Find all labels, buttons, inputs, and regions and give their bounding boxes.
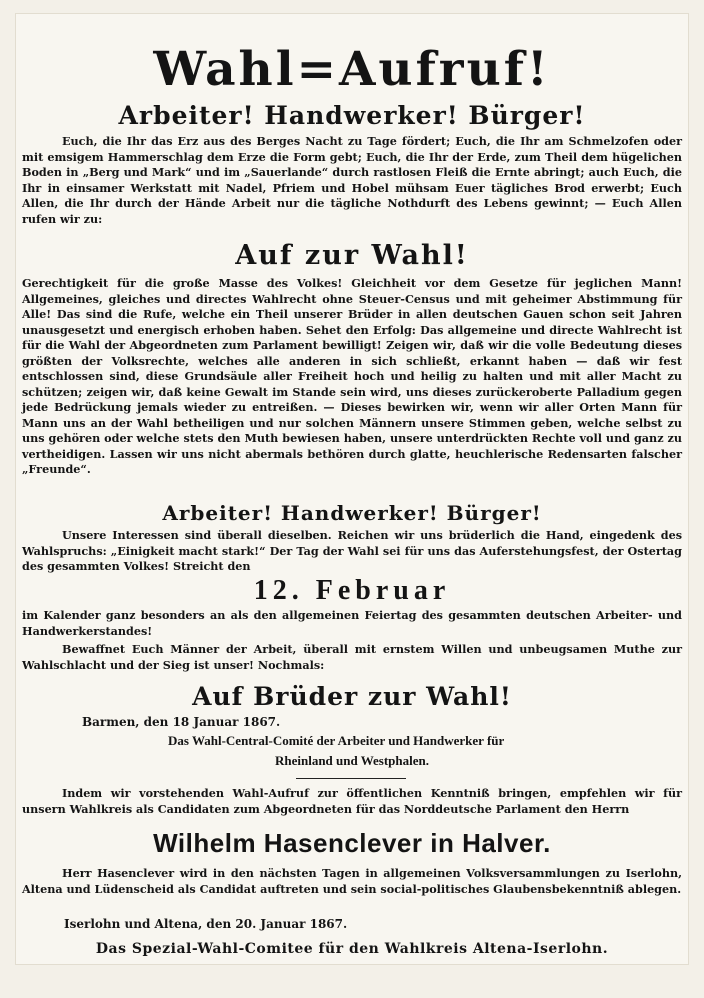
secondary-subtitle: Arbeiter! Handwerker! Bürger! [162, 501, 542, 525]
arm-yourselves-paragraph: Bewaffnet Euch Männer der Arbeit, überall mit ernstem Willen und unbeugsamen Muthe zur Wahlschlacht und der Sieg ist unser! Nochmals: [22, 642, 682, 672]
call-to-vote-heading: Auf zur Wahl! [235, 240, 469, 271]
brothers-call-heading: Auf Brüder zur Wahl! [192, 682, 512, 711]
candidate-name: Wilhelm Hasenclever in Halver. [153, 828, 551, 858]
recommendation-paragraph: Indem wir vorstehenden Wahl-Aufruf zur öffentlichen Kenntniß bringen, empfehlen wir für unsern Wahlkreis als Candidaten zum Abgeordneten für das Norddeutsche Parlament den Herrn [22, 786, 682, 816]
central-comite-line-1: Das Wahl-Central-Comité der Arbeiter und Handwerker für [168, 733, 505, 748]
election-poster [16, 14, 688, 964]
holiday-paragraph: im Kalender ganz besonders an als den allgemeinen Feiertag des gesammten deutschen Arbeiter- und Handwerkerstandes! [22, 608, 682, 638]
candidate-appearance-paragraph: Herr Hasenclever wird in den nächsten Tagen in allgemeinen Volksversammlungen zu Iserlohn, Altena und Lüdenscheid als Candidat auftreten und sein social-politisches Glaubensbekenntniß ablegen. [22, 866, 682, 896]
poster-subtitle: Arbeiter! Handwerker! Bürger! [118, 101, 586, 130]
intro-paragraph: Euch, die Ihr das Erz aus des Berges Nacht zu Tage fördert; Euch, die Ihr am Schmelzofen oder mit emsigem Hammerschlag dem Erze die Form gebt; Euch, die Ihr der Erde, zum Theil dem hügelichen Boden in „Berg und Mark“ und im „Sauerlande“ durch rastlosen Fleiß die Ernte abringt; auch Euch, die Ihr in einsamer Werkstatt mit Nadel, Pfriem und Hobel mühsam Euer tägliches Brod erwerbt; Euch Allen, die Ihr durch der Hände Arbeit nur die tägliche Nothdurft des Lebens gewinnt; — Euch Allen rufen wir zu: [22, 134, 682, 226]
poster-title: Wahl=Aufruf! [153, 42, 551, 97]
unity-paragraph: Unsere Interessen sind überall dieselben. Reichen wir uns brüderlich die Hand, eingedenk des Wahlspruchs: „Einigkeit macht stark!“ Der Tag der Wahl sei für uns das Auferstehungsfest, der Ostertag des gesammten Volkes! Streicht den [22, 528, 682, 573]
special-comite-signature: Das Spezial-Wahl-Comitee für den Wahlkreis Altena-Iserlohn. [95, 941, 609, 957]
separator-rule [296, 778, 406, 779]
election-date-heading: 12. Februar [253, 575, 451, 606]
iserlohn-date-line: Iserlohn und Altena, den 20. Januar 1867. [64, 917, 348, 931]
rights-paragraph: Gerechtigkeit für die große Masse des Volkes! Gleichheit vor dem Gesetze für jeglichen Mann! Allgemeines, gleiches und directes Wahlrecht ohne Steuer-Census und mit geheimer Abstimmung für Alle! Das sind die Rufe, welche ein Theil unserer Brüder in allen deutschen Gauen schon seit Jahren unausgesetzt und energisch erhoben haben. Sehet den Erfolg: Das allgemeine und directe Wahlrecht ist für die Wahl der Abgeordneten zum Parlament bewilligt! Zeigen wir, daß wir die volle Bedeutung dieses größten der Volksrechte, welches alle anderen in sich schließt, erkannt haben — daß wir fest entschlossen sind, diese Grundsäule aller Freiheit hoch und heilig zu halten und mit aller Macht zu schützen; zeigen wir, daß keine Gewalt im Stande sein wird, uns dieses zurückeroberte Palladium gegen jede Bedrückung jemals wieder zu entreißen. — Dieses bewirken wir, wenn wir aller Orten Mann für Mann uns an der Wahl betheiligen und nur solchen Männern unsere Stimmen geben, welche selbst zu uns gehören oder welche stets den Muth bewiesen haben, unsere unterdrückten Rechte voll und ganz zu vertheidigen. Lassen wir uns nicht abermals bethören durch glatte, heuchlerische Redensarten falscher „Freunde“. [22, 276, 682, 476]
central-comite-line-2: Rheinland und Westphalen. [274, 753, 430, 768]
barmen-date-line: Barmen, den 18 Januar 1867. [82, 715, 281, 729]
